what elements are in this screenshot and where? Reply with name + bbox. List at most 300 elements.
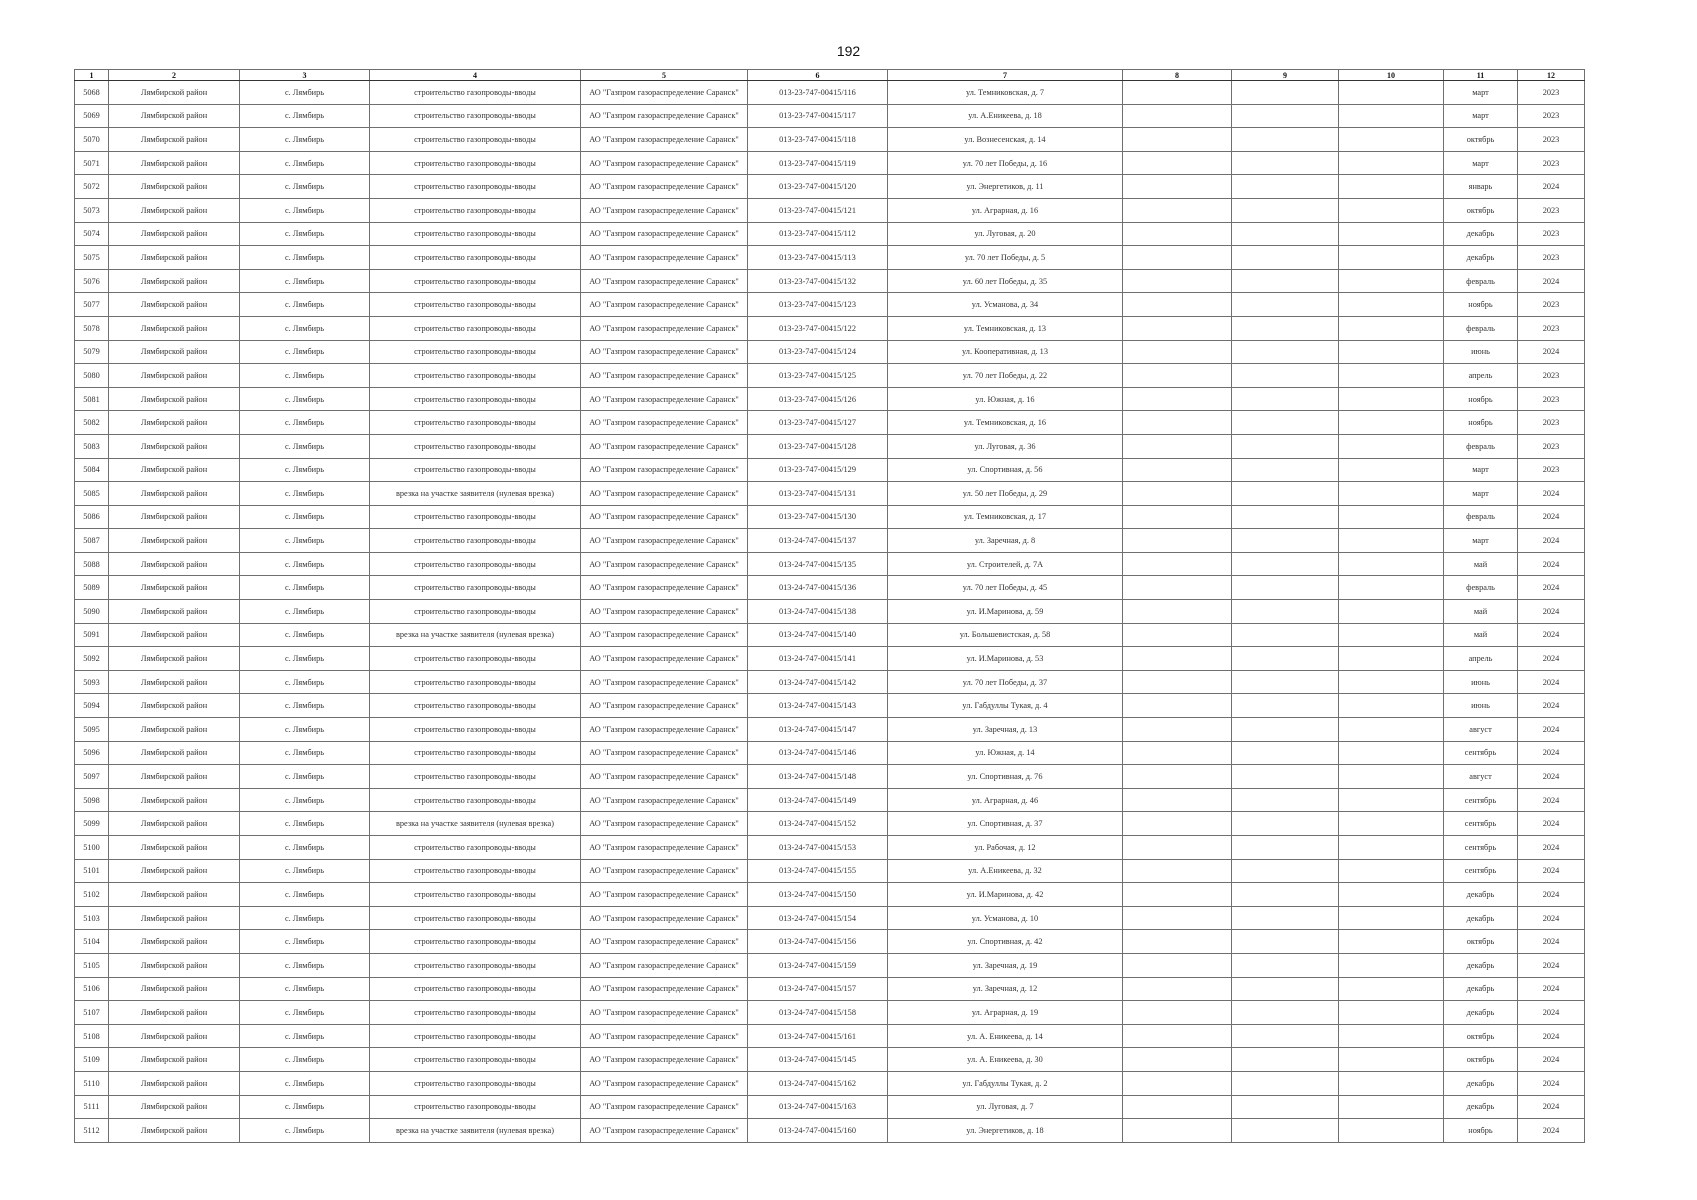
- cell-number: 5086: [75, 505, 109, 529]
- table-row: [75, 128, 1585, 152]
- cell-year: 2023: [1518, 104, 1585, 128]
- column-header: 6: [748, 70, 888, 81]
- cell-address: ул. Заречная, д. 13: [888, 718, 1123, 742]
- cell-col-8: [1123, 906, 1232, 930]
- cell-month: октябрь: [1444, 1048, 1518, 1072]
- cell-work-type: строительство газопроводы-вводы: [370, 340, 581, 364]
- page-number: 192: [836, 43, 861, 59]
- cell-address: ул. Темниковская, д. 17: [888, 505, 1123, 529]
- cell-organization: АО "Газпром газораспределение Саранск": [581, 623, 748, 647]
- cell-col-8: [1123, 293, 1232, 317]
- cell-col-8: [1123, 600, 1232, 624]
- cell-district: Лямбирской район: [109, 411, 240, 435]
- cell-year: 2024: [1518, 977, 1585, 1001]
- cell-district: Лямбирской район: [109, 670, 240, 694]
- cell-col-8: [1123, 859, 1232, 883]
- cell-number: 5088: [75, 552, 109, 576]
- cell-col-10: [1339, 670, 1444, 694]
- cell-col-10: [1339, 741, 1444, 765]
- cell-locality: с. Лямбирь: [240, 741, 370, 765]
- cell-locality: с. Лямбирь: [240, 600, 370, 624]
- cell-work-type: строительство газопроводы-вводы: [370, 316, 581, 340]
- cell-address: ул. Большевистская, д. 58: [888, 623, 1123, 647]
- cell-address: ул. Аграрная, д. 46: [888, 788, 1123, 812]
- cell-year: 2024: [1518, 505, 1585, 529]
- cell-address: ул. И.Маринова, д. 42: [888, 883, 1123, 907]
- table-row: [75, 411, 1585, 435]
- cell-work-type: строительство газопроводы-вводы: [370, 293, 581, 317]
- table-row: [75, 269, 1585, 293]
- cell-number: 5075: [75, 246, 109, 270]
- cell-address: ул. Южная, д. 16: [888, 387, 1123, 411]
- cell-col-9: [1232, 906, 1339, 930]
- cell-reference-code: 013-24-747-00415/150: [748, 883, 888, 907]
- cell-address: ул. Кооперативная, д. 13: [888, 340, 1123, 364]
- cell-month: июнь: [1444, 694, 1518, 718]
- cell-work-type: врезка на участке заявителя (нулевая врезка): [370, 812, 581, 836]
- table-row: [75, 316, 1585, 340]
- cell-work-type: строительство газопроводы-вводы: [370, 1048, 581, 1072]
- cell-col-8: [1123, 1095, 1232, 1119]
- table-row: [75, 552, 1585, 576]
- cell-reference-code: 013-24-747-00415/138: [748, 600, 888, 624]
- cell-col-9: [1232, 128, 1339, 152]
- cell-work-type: строительство газопроводы-вводы: [370, 576, 581, 600]
- cell-address: ул. 70 лет Победы, д. 45: [888, 576, 1123, 600]
- cell-locality: с. Лямбирь: [240, 930, 370, 954]
- cell-reference-code: 013-24-747-00415/153: [748, 836, 888, 860]
- cell-number: 5112: [75, 1119, 109, 1143]
- cell-address: ул. Спортивная, д. 37: [888, 812, 1123, 836]
- cell-reference-code: 013-24-747-00415/160: [748, 1119, 888, 1143]
- cell-year: 2024: [1518, 340, 1585, 364]
- cell-work-type: строительство газопроводы-вводы: [370, 859, 581, 883]
- cell-month: декабрь: [1444, 977, 1518, 1001]
- cell-work-type: строительство газопроводы-вводы: [370, 1024, 581, 1048]
- cell-year: 2023: [1518, 293, 1585, 317]
- cell-reference-code: 013-23-747-00415/119: [748, 151, 888, 175]
- cell-organization: АО "Газпром газораспределение Саранск": [581, 505, 748, 529]
- table-row: [75, 600, 1585, 624]
- cell-district: Лямбирской район: [109, 883, 240, 907]
- cell-col-8: [1123, 1001, 1232, 1025]
- cell-col-8: [1123, 647, 1232, 671]
- cell-number: 5068: [75, 81, 109, 105]
- cell-locality: с. Лямбирь: [240, 198, 370, 222]
- cell-col-9: [1232, 670, 1339, 694]
- cell-district: Лямбирской район: [109, 741, 240, 765]
- cell-organization: АО "Газпром газораспределение Саранск": [581, 576, 748, 600]
- cell-col-8: [1123, 741, 1232, 765]
- cell-month: декабрь: [1444, 906, 1518, 930]
- cell-reference-code: 013-24-747-00415/140: [748, 623, 888, 647]
- cell-organization: АО "Газпром газораспределение Саранск": [581, 1119, 748, 1143]
- cell-col-8: [1123, 718, 1232, 742]
- cell-district: Лямбирской район: [109, 576, 240, 600]
- cell-col-10: [1339, 977, 1444, 1001]
- cell-month: декабрь: [1444, 1071, 1518, 1095]
- cell-district: Лямбирской район: [109, 1024, 240, 1048]
- cell-year: 2023: [1518, 316, 1585, 340]
- cell-reference-code: 013-24-747-00415/141: [748, 647, 888, 671]
- cell-organization: АО "Газпром газораспределение Саранск": [581, 198, 748, 222]
- cell-col-8: [1123, 434, 1232, 458]
- cell-month: декабрь: [1444, 1001, 1518, 1025]
- cell-locality: с. Лямбирь: [240, 718, 370, 742]
- cell-locality: с. Лямбирь: [240, 623, 370, 647]
- cell-number: 5106: [75, 977, 109, 1001]
- cell-month: сентябрь: [1444, 788, 1518, 812]
- cell-reference-code: 013-23-747-00415/125: [748, 364, 888, 388]
- cell-number: 5090: [75, 600, 109, 624]
- cell-reference-code: 013-23-747-00415/113: [748, 246, 888, 270]
- cell-year: 2024: [1518, 529, 1585, 553]
- cell-col-8: [1123, 1048, 1232, 1072]
- cell-district: Лямбирской район: [109, 434, 240, 458]
- cell-year: 2023: [1518, 387, 1585, 411]
- cell-month: январь: [1444, 175, 1518, 199]
- cell-organization: АО "Газпром газораспределение Саранск": [581, 930, 748, 954]
- table-row: [75, 670, 1585, 694]
- table-row: [75, 694, 1585, 718]
- cell-reference-code: 013-24-747-00415/158: [748, 1001, 888, 1025]
- cell-reference-code: 013-24-747-00415/149: [748, 788, 888, 812]
- cell-month: декабрь: [1444, 246, 1518, 270]
- cell-month: сентябрь: [1444, 859, 1518, 883]
- table-row: [75, 293, 1585, 317]
- cell-organization: АО "Газпром газораспределение Саранск": [581, 1071, 748, 1095]
- cell-col-10: [1339, 482, 1444, 506]
- column-header: 12: [1518, 70, 1585, 81]
- cell-col-9: [1232, 1119, 1339, 1143]
- cell-col-9: [1232, 222, 1339, 246]
- cell-number: 5104: [75, 930, 109, 954]
- cell-col-9: [1232, 812, 1339, 836]
- cell-col-10: [1339, 1071, 1444, 1095]
- cell-work-type: строительство газопроводы-вводы: [370, 458, 581, 482]
- cell-col-9: [1232, 859, 1339, 883]
- cell-month: март: [1444, 104, 1518, 128]
- cell-address: ул. А.Еникеева, д. 32: [888, 859, 1123, 883]
- cell-col-10: [1339, 505, 1444, 529]
- cell-work-type: строительство газопроводы-вводы: [370, 151, 581, 175]
- column-header: 5: [581, 70, 748, 81]
- cell-district: Лямбирской район: [109, 316, 240, 340]
- cell-col-10: [1339, 1119, 1444, 1143]
- table-row: [75, 151, 1585, 175]
- cell-organization: АО "Газпром газораспределение Саранск": [581, 222, 748, 246]
- cell-year: 2024: [1518, 623, 1585, 647]
- cell-number: 5069: [75, 104, 109, 128]
- cell-district: Лямбирской район: [109, 505, 240, 529]
- cell-reference-code: 013-24-747-00415/146: [748, 741, 888, 765]
- cell-locality: с. Лямбирь: [240, 977, 370, 1001]
- cell-work-type: строительство газопроводы-вводы: [370, 222, 581, 246]
- cell-number: 5077: [75, 293, 109, 317]
- cell-number: 5111: [75, 1095, 109, 1119]
- cell-number: 5094: [75, 694, 109, 718]
- cell-address: ул. Луговая, д. 36: [888, 434, 1123, 458]
- cell-col-10: [1339, 552, 1444, 576]
- cell-organization: АО "Газпром газораспределение Саранск": [581, 529, 748, 553]
- cell-year: 2024: [1518, 1048, 1585, 1072]
- cell-col-8: [1123, 269, 1232, 293]
- cell-reference-code: 013-24-747-00415/137: [748, 529, 888, 553]
- cell-organization: АО "Газпром газораспределение Саранск": [581, 104, 748, 128]
- cell-number: 5095: [75, 718, 109, 742]
- cell-col-10: [1339, 1048, 1444, 1072]
- cell-col-9: [1232, 293, 1339, 317]
- cell-month: июнь: [1444, 340, 1518, 364]
- table-row: [75, 458, 1585, 482]
- cell-district: Лямбирской район: [109, 600, 240, 624]
- cell-locality: с. Лямбирь: [240, 1095, 370, 1119]
- cell-organization: АО "Газпром газораспределение Саранск": [581, 906, 748, 930]
- cell-address: ул. Темниковская, д. 13: [888, 316, 1123, 340]
- cell-address: ул. Аграрная, д. 19: [888, 1001, 1123, 1025]
- cell-address: ул. Южная, д. 14: [888, 741, 1123, 765]
- cell-organization: АО "Газпром газораспределение Саранск": [581, 552, 748, 576]
- cell-col-10: [1339, 364, 1444, 388]
- cell-year: 2024: [1518, 765, 1585, 789]
- cell-col-8: [1123, 883, 1232, 907]
- cell-month: ноябрь: [1444, 1119, 1518, 1143]
- cell-number: 5109: [75, 1048, 109, 1072]
- cell-col-10: [1339, 1001, 1444, 1025]
- cell-work-type: строительство газопроводы-вводы: [370, 718, 581, 742]
- cell-year: 2023: [1518, 198, 1585, 222]
- table-row: [75, 1024, 1585, 1048]
- table-row: [75, 434, 1585, 458]
- cell-address: ул. 70 лет Победы, д. 16: [888, 151, 1123, 175]
- cell-address: ул. 50 лет Победы, д. 29: [888, 482, 1123, 506]
- table-row: [75, 529, 1585, 553]
- cell-organization: АО "Газпром газораспределение Саранск": [581, 953, 748, 977]
- cell-col-9: [1232, 765, 1339, 789]
- cell-locality: с. Лямбирь: [240, 269, 370, 293]
- table-row: [75, 647, 1585, 671]
- cell-district: Лямбирской район: [109, 859, 240, 883]
- cell-col-8: [1123, 953, 1232, 977]
- cell-col-10: [1339, 529, 1444, 553]
- cell-number: 5091: [75, 623, 109, 647]
- cell-organization: АО "Газпром газораспределение Саранск": [581, 458, 748, 482]
- cell-organization: АО "Газпром газораспределение Саранск": [581, 387, 748, 411]
- cell-month: февраль: [1444, 576, 1518, 600]
- cell-organization: АО "Газпром газораспределение Саранск": [581, 1001, 748, 1025]
- cell-col-8: [1123, 552, 1232, 576]
- cell-col-8: [1123, 198, 1232, 222]
- cell-reference-code: 013-24-747-00415/162: [748, 1071, 888, 1095]
- cell-address: ул. Вознесенская, д. 14: [888, 128, 1123, 152]
- cell-locality: с. Лямбирь: [240, 340, 370, 364]
- cell-year: 2023: [1518, 458, 1585, 482]
- table-row: [75, 81, 1585, 105]
- cell-reference-code: 013-24-747-00415/136: [748, 576, 888, 600]
- cell-organization: АО "Газпром газораспределение Саранск": [581, 694, 748, 718]
- cell-col-9: [1232, 505, 1339, 529]
- cell-month: ноябрь: [1444, 411, 1518, 435]
- cell-year: 2024: [1518, 576, 1585, 600]
- cell-district: Лямбирской район: [109, 387, 240, 411]
- cell-col-9: [1232, 1024, 1339, 1048]
- cell-col-10: [1339, 269, 1444, 293]
- cell-district: Лямбирской район: [109, 246, 240, 270]
- cell-work-type: строительство газопроводы-вводы: [370, 977, 581, 1001]
- table-row: [75, 246, 1585, 270]
- table-row: [75, 1071, 1585, 1095]
- cell-district: Лямбирской район: [109, 812, 240, 836]
- cell-col-8: [1123, 128, 1232, 152]
- cell-year: 2024: [1518, 552, 1585, 576]
- cell-number: 5108: [75, 1024, 109, 1048]
- cell-col-8: [1123, 977, 1232, 1001]
- cell-organization: АО "Газпром газораспределение Саранск": [581, 600, 748, 624]
- cell-work-type: строительство газопроводы-вводы: [370, 953, 581, 977]
- register-table: [74, 69, 1585, 1143]
- cell-work-type: строительство газопроводы-вводы: [370, 765, 581, 789]
- cell-locality: с. Лямбирь: [240, 552, 370, 576]
- column-header: 10: [1339, 70, 1444, 81]
- cell-reference-code: 013-24-747-00415/152: [748, 812, 888, 836]
- cell-col-8: [1123, 364, 1232, 388]
- header-row: [75, 70, 1585, 81]
- table-row: [75, 765, 1585, 789]
- cell-organization: АО "Газпром газораспределение Саранск": [581, 765, 748, 789]
- cell-col-10: [1339, 458, 1444, 482]
- cell-organization: АО "Газпром газораспределение Саранск": [581, 434, 748, 458]
- cell-month: май: [1444, 552, 1518, 576]
- cell-year: 2024: [1518, 1001, 1585, 1025]
- cell-year: 2023: [1518, 81, 1585, 105]
- cell-year: 2024: [1518, 883, 1585, 907]
- table-body: [75, 81, 1585, 1143]
- cell-address: ул. 60 лет Победы, д. 35: [888, 269, 1123, 293]
- cell-col-8: [1123, 1024, 1232, 1048]
- cell-number: 5107: [75, 1001, 109, 1025]
- cell-organization: АО "Газпром газораспределение Саранск": [581, 411, 748, 435]
- cell-col-10: [1339, 906, 1444, 930]
- cell-work-type: строительство газопроводы-вводы: [370, 1071, 581, 1095]
- cell-year: 2024: [1518, 906, 1585, 930]
- cell-locality: с. Лямбирь: [240, 411, 370, 435]
- cell-year: 2024: [1518, 600, 1585, 624]
- column-header: 3: [240, 70, 370, 81]
- cell-reference-code: 013-23-747-00415/118: [748, 128, 888, 152]
- cell-col-9: [1232, 647, 1339, 671]
- cell-year: 2024: [1518, 670, 1585, 694]
- cell-locality: с. Лямбирь: [240, 788, 370, 812]
- column-header: 1: [75, 70, 109, 81]
- cell-address: ул. Заречная, д. 19: [888, 953, 1123, 977]
- cell-work-type: строительство газопроводы-вводы: [370, 1001, 581, 1025]
- cell-district: Лямбирской район: [109, 482, 240, 506]
- cell-address: ул. Спортивная, д. 56: [888, 458, 1123, 482]
- column-header: 9: [1232, 70, 1339, 81]
- cell-year: 2024: [1518, 859, 1585, 883]
- cell-number: 5079: [75, 340, 109, 364]
- cell-month: декабрь: [1444, 222, 1518, 246]
- cell-col-10: [1339, 434, 1444, 458]
- cell-work-type: строительство газопроводы-вводы: [370, 930, 581, 954]
- cell-year: 2024: [1518, 1095, 1585, 1119]
- column-header: 11: [1444, 70, 1518, 81]
- cell-year: 2023: [1518, 222, 1585, 246]
- cell-col-9: [1232, 576, 1339, 600]
- cell-district: Лямбирской район: [109, 1048, 240, 1072]
- cell-work-type: строительство газопроводы-вводы: [370, 788, 581, 812]
- cell-work-type: строительство газопроводы-вводы: [370, 906, 581, 930]
- cell-district: Лямбирской район: [109, 788, 240, 812]
- cell-col-10: [1339, 411, 1444, 435]
- cell-district: Лямбирской район: [109, 104, 240, 128]
- table-row: [75, 812, 1585, 836]
- cell-organization: АО "Газпром газораспределение Саранск": [581, 293, 748, 317]
- table-row: [75, 482, 1585, 506]
- cell-address: ул. Темниковская, д. 16: [888, 411, 1123, 435]
- cell-organization: АО "Газпром газораспределение Саранск": [581, 812, 748, 836]
- cell-col-9: [1232, 552, 1339, 576]
- table-row: [75, 222, 1585, 246]
- cell-month: февраль: [1444, 434, 1518, 458]
- cell-year: 2023: [1518, 411, 1585, 435]
- cell-col-8: [1123, 694, 1232, 718]
- cell-reference-code: 013-24-747-00415/156: [748, 930, 888, 954]
- cell-col-9: [1232, 718, 1339, 742]
- cell-number: 5098: [75, 788, 109, 812]
- cell-district: Лямбирской район: [109, 529, 240, 553]
- cell-address: ул. 70 лет Победы, д. 22: [888, 364, 1123, 388]
- table-row: [75, 104, 1585, 128]
- cell-month: февраль: [1444, 505, 1518, 529]
- cell-work-type: строительство газопроводы-вводы: [370, 694, 581, 718]
- cell-month: август: [1444, 718, 1518, 742]
- cell-reference-code: 013-23-747-00415/131: [748, 482, 888, 506]
- cell-reference-code: 013-24-747-00415/155: [748, 859, 888, 883]
- cell-col-10: [1339, 812, 1444, 836]
- cell-district: Лямбирской район: [109, 293, 240, 317]
- cell-reference-code: 013-24-747-00415/142: [748, 670, 888, 694]
- cell-locality: с. Лямбирь: [240, 906, 370, 930]
- cell-locality: с. Лямбирь: [240, 458, 370, 482]
- cell-reference-code: 013-23-747-00415/127: [748, 411, 888, 435]
- cell-col-10: [1339, 600, 1444, 624]
- cell-address: ул. Энергетиков, д. 11: [888, 175, 1123, 199]
- cell-col-10: [1339, 151, 1444, 175]
- table-row: [75, 505, 1585, 529]
- cell-col-10: [1339, 222, 1444, 246]
- cell-col-10: [1339, 859, 1444, 883]
- table-row: [75, 1001, 1585, 1025]
- cell-month: декабрь: [1444, 953, 1518, 977]
- cell-reference-code: 013-24-747-00415/145: [748, 1048, 888, 1072]
- cell-col-9: [1232, 1001, 1339, 1025]
- cell-year: 2024: [1518, 175, 1585, 199]
- cell-district: Лямбирской район: [109, 647, 240, 671]
- cell-work-type: строительство газопроводы-вводы: [370, 600, 581, 624]
- cell-work-type: строительство газопроводы-вводы: [370, 552, 581, 576]
- cell-district: Лямбирской район: [109, 1071, 240, 1095]
- cell-locality: с. Лямбирь: [240, 576, 370, 600]
- cell-reference-code: 013-24-747-00415/163: [748, 1095, 888, 1119]
- cell-organization: АО "Газпром газораспределение Саранск": [581, 246, 748, 270]
- cell-work-type: строительство газопроводы-вводы: [370, 434, 581, 458]
- cell-address: ул. Спортивная, д. 76: [888, 765, 1123, 789]
- cell-number: 5087: [75, 529, 109, 553]
- cell-col-10: [1339, 293, 1444, 317]
- cell-address: ул. Луговая, д. 20: [888, 222, 1123, 246]
- cell-col-10: [1339, 694, 1444, 718]
